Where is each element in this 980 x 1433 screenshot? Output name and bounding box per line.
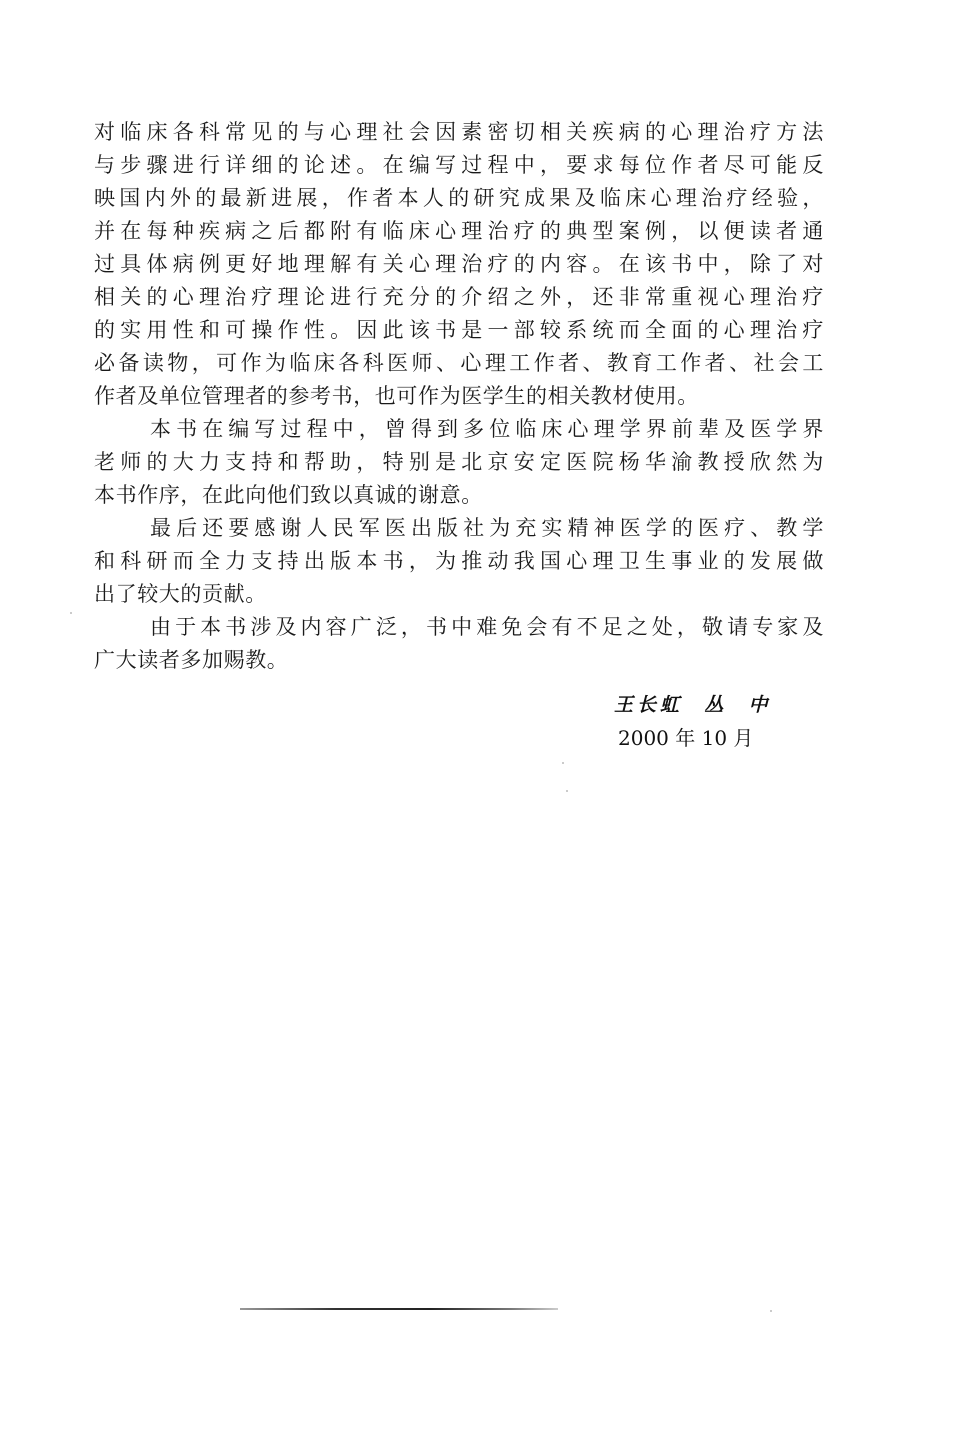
scan-speck [566,790,568,792]
scan-speck [70,612,72,614]
footer-rule [240,1308,558,1310]
text-line: 作者及单位管理者的参考书，也可作为医学生的相关教材使用。 [94,384,699,408]
text-line: 出了较大的贡献。 [94,582,267,606]
text-line: 必备读物，可作为临床各科医师、心理工作者、教育工作者、社会工 [94,351,824,375]
text-line: 本书作序，在此向他们致以真诚的谢意。 [94,483,483,507]
paragraph-first-line: 由于本书涉及内容广泛，书中难免会有不足之处，敬请专家及 [150,615,824,639]
scan-speck [562,762,564,764]
paragraph-first-line: 最后还要感谢人民军医出版社为充实精神医学的医疗、教学 [150,516,824,540]
text-line: 映国内外的最新进展，作者本人的研究成果及临床心理治疗经验， [94,186,824,210]
author-signature: 王长虹 丛 中 [614,694,772,716]
signature-date: 2000 年 10 月 [618,726,754,750]
text-line: 与步骤进行详细的论述。在编写过程中，要求每位作者尽可能反 [94,153,824,177]
text-line: 对临床各科常见的与心理社会因素密切相关疾病的心理治疗方法 [94,120,824,144]
text-line: 和科研而全力支持出版本书，为推动我国心理卫生事业的发展做 [94,549,824,573]
paragraph-first-line: 本书在编写过程中，曾得到多位临床心理学界前辈及医学界 [150,417,824,441]
text-line: 老师的大力支持和帮助，特别是北京安定医院杨华渝教授欣然为 [94,450,824,474]
text-line: 广大读者多加赐教。 [94,648,289,672]
scan-speck [770,1310,772,1312]
text-line: 并在每种疾病之后都附有临床心理治疗的典型案例，以便读者通 [94,219,824,243]
text-line: 的实用性和可操作性。因此该书是一部较系统而全面的心理治疗 [94,318,824,342]
text-line: 相关的心理治疗理论进行充分的介绍之外，还非常重视心理治疗 [94,285,824,309]
text-line: 过具体病例更好地理解有关心理治疗的内容。在该书中，除了对 [94,252,824,276]
